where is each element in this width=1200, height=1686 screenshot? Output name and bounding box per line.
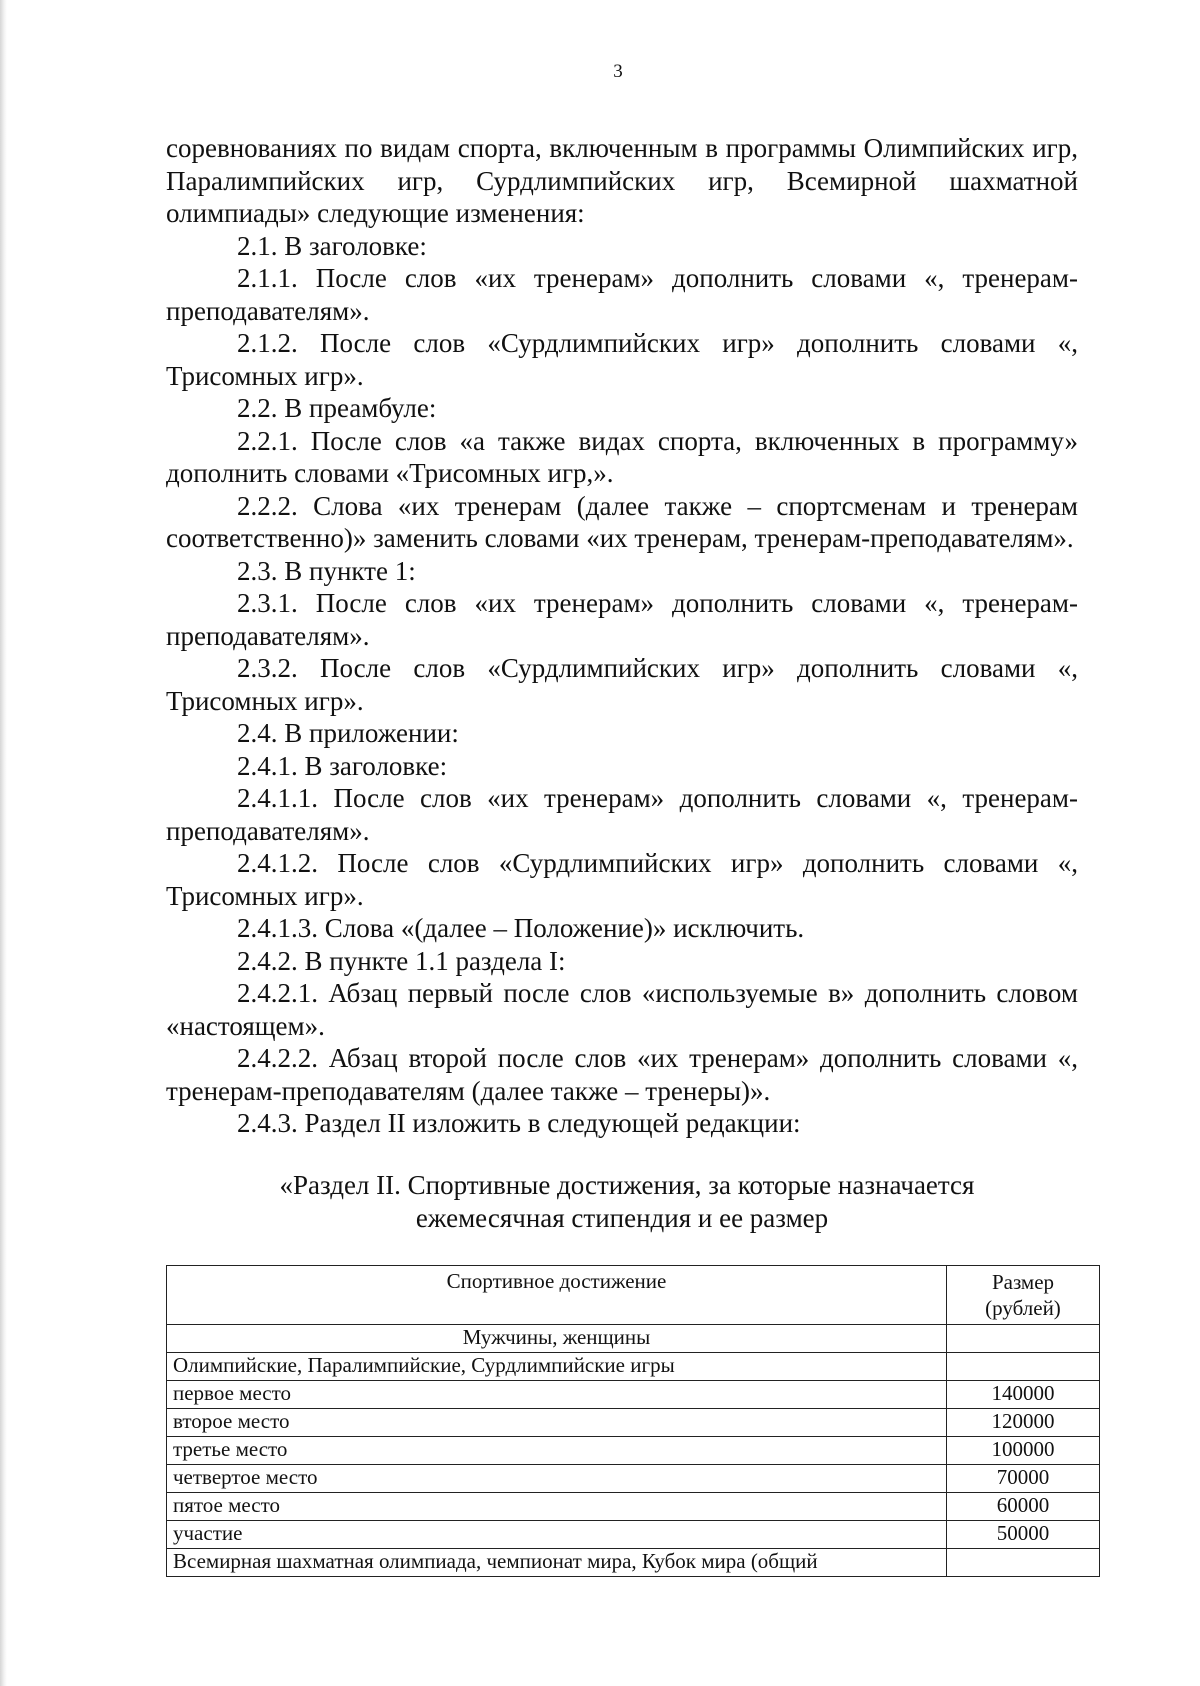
table-cell-achievement: участие: [167, 1521, 947, 1549]
paragraph: 2.4.2.2. Абзац второй после слов «их тренерам» дополнить словами «, тренерам-преподавателям (далее также – тренеры)».: [166, 1043, 1078, 1106]
paragraph: 2.2.1. После слов «а также видах спорта, включенных в программу» дополнить словами «Трисомных игр,».: [166, 425, 1078, 488]
section-heading: [166, 1169, 1078, 1235]
table-row: [167, 1521, 1100, 1549]
table-cell-achievement: третье место: [167, 1437, 947, 1465]
paragraph: 2.4.2.1. Абзац первый после слов «используемые в» дополнить словом «настоящем».: [166, 978, 1078, 1041]
paragraph: 2.4.3. Раздел II изложить в следующей редакции:: [237, 1108, 801, 1138]
table-cell-achievement: Всемирная шахматная олимпиада, чемпионат мира, Кубок мира (общий: [167, 1549, 947, 1577]
paragraph: 2.4.1. В заголовке:: [237, 750, 448, 781]
table-row: [167, 1493, 1100, 1521]
table-row: [167, 1465, 1100, 1493]
table-cell-amount: [947, 1353, 1100, 1381]
paragraph: 2.4.1.2. После слов «Сурдлимпийских игр» дополнить словами «, Трисомных игр».: [166, 848, 1078, 911]
table-row: [167, 1437, 1100, 1465]
table-cell-achievement: первое место: [167, 1381, 947, 1409]
table-row: [167, 1325, 1100, 1353]
paragraph: 2.1.1. После слов «их тренерам» дополнить словами «, тренерам-преподавателям».: [166, 263, 1078, 326]
table-cell-achievement: второе место: [167, 1409, 947, 1437]
table-cell-amount: 100000: [947, 1437, 1100, 1465]
paragraph: 2.3.2. После слов «Сурдлимпийских игр» дополнить словами «, Трисомных игр».: [166, 653, 1078, 716]
table-cell-amount: 140000: [947, 1381, 1100, 1409]
page-number: 3: [613, 61, 623, 82]
paragraph: 2.4. В приложении:: [237, 718, 459, 748]
table-cell-amount: [947, 1325, 1100, 1353]
table-header-row: [167, 1266, 1100, 1325]
paragraph: 2.4.2. В пункте 1.1 раздела I:: [237, 945, 566, 976]
column-header-achievement: Спортивное достижение: [167, 1266, 947, 1325]
paragraph: 2.2. В преамбуле:: [237, 393, 437, 423]
section-heading-line: ежемесячная стипендия и ее размер: [415, 1203, 829, 1233]
paragraph: 2.3. В пункте 1:: [237, 555, 416, 586]
section-heading-line: «Раздел II. Спортивные достижения, за которые назначается: [279, 1170, 975, 1200]
table-cell-achievement: Мужчины, женщины: [167, 1325, 947, 1353]
scan-edge-shadow: [0, 0, 7, 1686]
table-cell-achievement: четвертое место: [167, 1465, 947, 1493]
table-cell-amount: 70000: [947, 1465, 1100, 1493]
paragraph: 2.1. В заголовке:: [237, 230, 427, 261]
paragraph: 2.4.1.3. Слова «(далее – Положение)» исключить.: [237, 913, 805, 943]
paragraph: 2.4.1.1. После слов «их тренерам» дополнить словами «, тренерам-преподавателям».: [166, 783, 1078, 846]
table-cell-amount: [947, 1549, 1100, 1577]
paragraph: 2.1.2. После слов «Сурдлимпийских игр» дополнить словами «, Трисомных игр».: [166, 328, 1078, 391]
table-row: [167, 1353, 1100, 1381]
stipend-table-grid: [166, 1265, 1100, 1577]
table-cell-achievement: пятое место: [167, 1493, 947, 1521]
stipend-table: [166, 1265, 1099, 1577]
paragraph: 2.2.2. Слова «их тренерам (далее также – спортсменам и тренерам соответственно)» заменить словами «их тренерам, тренерам-преподавателям».: [166, 490, 1078, 553]
table-row: [167, 1381, 1100, 1409]
paragraph: 2.3.1. После слов «их тренерам» дополнить словами «, тренерам-преподавателям».: [166, 588, 1078, 651]
document-body: [166, 132, 1078, 1140]
table-row: [167, 1409, 1100, 1437]
table-cell-amount: 60000: [947, 1493, 1100, 1521]
table-cell-amount: 120000: [947, 1409, 1100, 1437]
column-header-amount: Размер (рублей): [947, 1266, 1100, 1325]
table-row: [167, 1549, 1100, 1577]
paragraph: соревнованиях по видам спорта, включенным в программы Олимпийских игр, Паралимпийских игр, Сурдлимпийских игр, Всемирной шахматной олимпиады» следующие изменения:: [166, 133, 1078, 228]
table-cell-achievement: Олимпийские, Паралимпийские, Сурдлимпийские игры: [167, 1353, 947, 1381]
table-cell-amount: 50000: [947, 1521, 1100, 1549]
